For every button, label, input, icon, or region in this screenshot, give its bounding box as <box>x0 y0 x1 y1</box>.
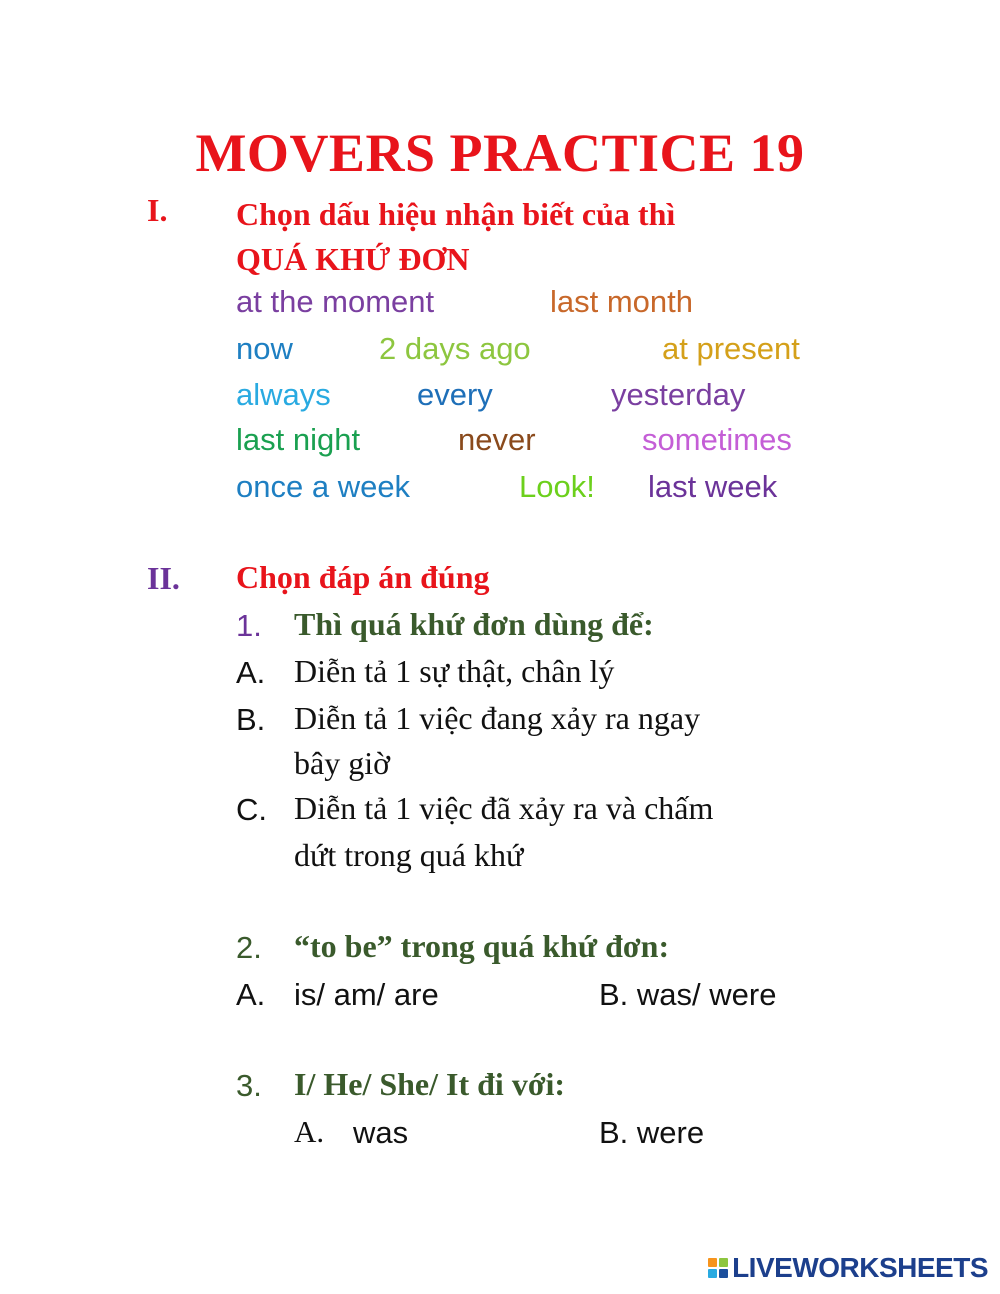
word-option[interactable]: once a week <box>236 469 411 504</box>
question-1-option-a-letter: A. <box>236 655 266 690</box>
page-title: MOVERS PRACTICE 19 <box>195 123 805 183</box>
question-2-option-a-letter: A. <box>236 977 266 1012</box>
question-1-option-b-letter: B. <box>236 702 266 737</box>
word-option[interactable]: never <box>458 422 536 457</box>
section-2-heading: Chọn đáp án đúng <box>236 559 490 595</box>
logo-text: LIVEWORKSHEETS <box>732 1252 988 1283</box>
word-option[interactable]: at present <box>662 331 800 366</box>
word-option[interactable]: last month <box>550 284 694 319</box>
question-1-number: 1. <box>236 608 262 643</box>
word-option[interactable]: now <box>236 331 293 366</box>
question-1-text: Thì quá khứ đơn dùng để: <box>294 606 654 642</box>
question-3-text: I/ He/ She/ It đi với: <box>294 1066 566 1102</box>
question-1-option-b[interactable]: Diễn tả 1 việc đang xảy ra ngay <box>294 700 701 736</box>
question-2-number: 2. <box>236 930 262 965</box>
word-option[interactable]: sometimes <box>642 422 792 457</box>
section-1-heading-line2: QUÁ KHỨ ĐƠN <box>236 241 470 277</box>
question-1-option-c-cont[interactable]: dứt trong quá khứ <box>294 837 524 873</box>
word-option[interactable]: Look! <box>519 469 595 504</box>
question-3-option-a[interactable]: was <box>353 1115 409 1150</box>
question-2-text: “to be” trong quá khứ đơn: <box>294 928 670 964</box>
word-option[interactable]: always <box>236 377 331 412</box>
question-1-option-c[interactable]: Diễn tả 1 việc đã xảy ra và chấm <box>294 790 714 826</box>
question-1-option-a[interactable]: Diễn tả 1 sự thật, chân lý <box>294 653 615 689</box>
section-1-numeral: I. <box>147 192 168 228</box>
question-3-option-b[interactable]: B. were <box>599 1115 705 1150</box>
word-option[interactable]: every <box>417 377 493 412</box>
word-option[interactable]: yesterday <box>611 377 746 412</box>
question-2-option-b[interactable]: B. was/ were <box>599 977 777 1012</box>
liveworksheets-logo <box>708 1252 988 1284</box>
word-option[interactable]: at the moment <box>236 284 435 319</box>
question-2-option-a[interactable]: is/ am/ are <box>294 977 439 1012</box>
word-option[interactable]: last night <box>236 422 361 457</box>
question-1-option-c-letter: C. <box>236 792 267 827</box>
section-1-heading-line1: Chọn dấu hiệu nhận biết của thì <box>236 196 676 232</box>
question-1-option-b-cont[interactable]: bây giờ <box>294 745 391 781</box>
section-2-numeral: II. <box>147 560 180 596</box>
word-option[interactable]: 2 days ago <box>379 331 531 366</box>
question-3-number: 3. <box>236 1068 262 1103</box>
word-option[interactable]: last week <box>648 469 778 504</box>
question-3-option-a-letter: A. <box>294 1114 325 1149</box>
liveworksheets-logo-icon <box>708 1258 728 1278</box>
